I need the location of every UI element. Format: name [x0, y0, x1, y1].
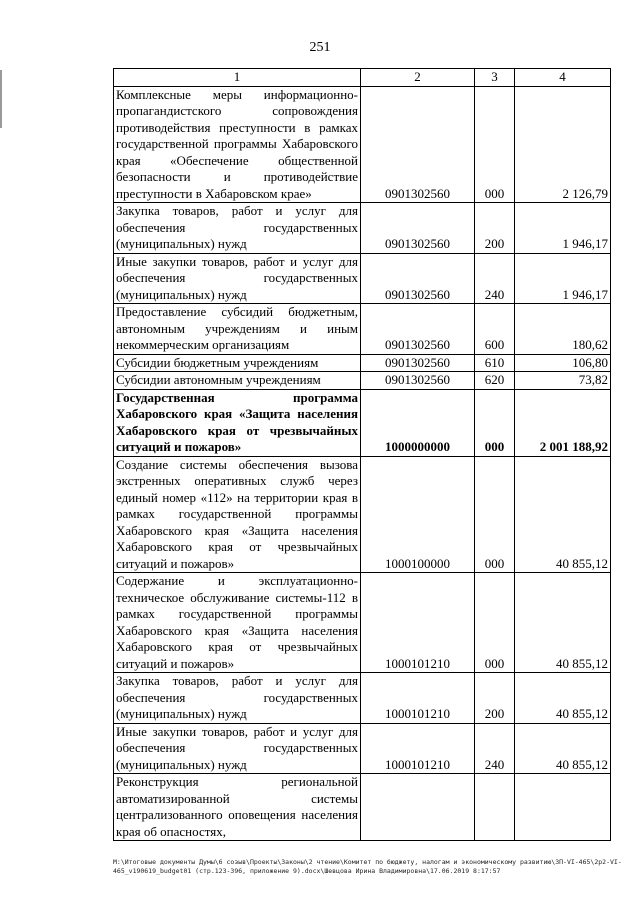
cell-type: 200 — [475, 673, 515, 724]
cell-type: 610 — [475, 354, 515, 372]
cell-type: 000 — [475, 456, 515, 573]
cell-code: 0901302560 — [361, 203, 475, 254]
cell-code: 0901302560 — [361, 304, 475, 355]
cell-name: Субсидии бюджетным учреждениям — [114, 354, 361, 372]
cell-name: Содержание и эксплуатационно-техническое обслуживание системы-112 в рамках государственной программы Хабаровского края «Защита населения Хабаровского края от чрезвычайных ситуаций и пожаров» — [114, 573, 361, 673]
table-row — [114, 573, 611, 673]
cell-name: Закупка товаров, работ и услуг для обеспечения государственных (муниципальных) нужд — [114, 203, 361, 254]
table-header-row — [114, 69, 611, 87]
cell-type: 000 — [475, 389, 515, 456]
cell-name: Комплексные меры информационно-пропагандистского сопровождения противодействия преступности в рамках государственной программы Хабаровского края «Обеспечение общественной безопасности и противодействие преступности в Хабаровском крае» — [114, 86, 361, 203]
cell-name: Государственная программа Хабаровского края «Защита населения Хабаровского края от чрезвычайных ситуаций и пожаров» — [114, 389, 361, 456]
cell-amount: 40 855,12 — [515, 723, 611, 774]
cell-amount: 1 946,17 — [515, 203, 611, 254]
cell-name: Иные закупки товаров, работ и услуг для обеспечения государственных (муниципальных) нужд — [114, 253, 361, 304]
table-row — [114, 203, 611, 254]
column-header-type: 3 — [475, 69, 515, 87]
page-number: 251 — [309, 40, 331, 55]
table-row — [114, 86, 611, 203]
cell-amount: 40 855,12 — [515, 673, 611, 724]
cell-name: Иные закупки товаров, работ и услуг для обеспечения государственных (муниципальных) нужд — [114, 723, 361, 774]
cell-code: 1000101210 — [361, 573, 475, 673]
cell-code: 1000000000 — [361, 389, 475, 456]
budget-table — [113, 68, 611, 841]
cell-name: Реконструкция региональной автоматизированной системы централизованного оповещения населения края об опасностях, — [114, 774, 361, 841]
cell-code: 0901302560 — [361, 372, 475, 390]
table-row — [114, 723, 611, 774]
table-row — [114, 354, 611, 372]
cell-amount: 40 855,12 — [515, 573, 611, 673]
cell-type: 240 — [475, 723, 515, 774]
cell-code: 0901302560 — [361, 86, 475, 203]
table-row — [114, 774, 611, 841]
cell-name: Создание системы обеспечения вызова экстренных оперативных служб через единый номер «112» на территории края в рамках государственной программы Хабаровского края «Защита населения Хабаровского края от чрезвычайных ситуаций и пожаров» — [114, 456, 361, 573]
table-row — [114, 253, 611, 304]
cell-amount: 73,82 — [515, 372, 611, 390]
table-row — [114, 673, 611, 724]
table-body — [114, 86, 611, 841]
cell-amount: 2 001 188,92 — [515, 389, 611, 456]
margin-mark — [0, 70, 2, 128]
cell-code: 0901302560 — [361, 253, 475, 304]
cell-amount: 180,62 — [515, 304, 611, 355]
table-row — [114, 304, 611, 355]
column-header-amount: 4 — [515, 69, 611, 87]
cell-amount — [515, 774, 611, 841]
cell-code: 0901302560 — [361, 354, 475, 372]
cell-name: Закупка товаров, работ и услуг для обеспечения государственных (муниципальных) нужд — [114, 673, 361, 724]
cell-type: 240 — [475, 253, 515, 304]
cell-code: 1000101210 — [361, 673, 475, 724]
cell-type — [475, 774, 515, 841]
cell-type: 200 — [475, 203, 515, 254]
cell-name: Субсидии автономным учреждениям — [114, 372, 361, 390]
cell-code — [361, 774, 475, 841]
table-row — [114, 389, 611, 456]
document-path-footer: M:\Итоговые документы Думы\6 созыв\Проекты\Законы\2 чтение\Комитет по бюджету, налогам и экономическому развитию\ЗП-VI-465\2р2-VI-465_v190619_budget01 (стр.123-396, приложение 9).docx\Шевцова Ирина Владимировна\17.06.2019 8:17:57 — [113, 858, 622, 875]
cell-amount: 1 946,17 — [515, 253, 611, 304]
cell-code: 1000100000 — [361, 456, 475, 573]
cell-type: 620 — [475, 372, 515, 390]
cell-name: Предоставление субсидий бюджетным, автономным учреждениям и иным некоммерческим организациям — [114, 304, 361, 355]
column-header-name: 1 — [114, 69, 361, 87]
cell-type: 000 — [475, 573, 515, 673]
table-row — [114, 372, 611, 390]
cell-type: 000 — [475, 86, 515, 203]
cell-amount: 2 126,79 — [515, 86, 611, 203]
cell-code: 1000101210 — [361, 723, 475, 774]
cell-amount: 106,80 — [515, 354, 611, 372]
cell-type: 600 — [475, 304, 515, 355]
column-header-code: 2 — [361, 69, 475, 87]
table-row — [114, 456, 611, 573]
cell-amount: 40 855,12 — [515, 456, 611, 573]
